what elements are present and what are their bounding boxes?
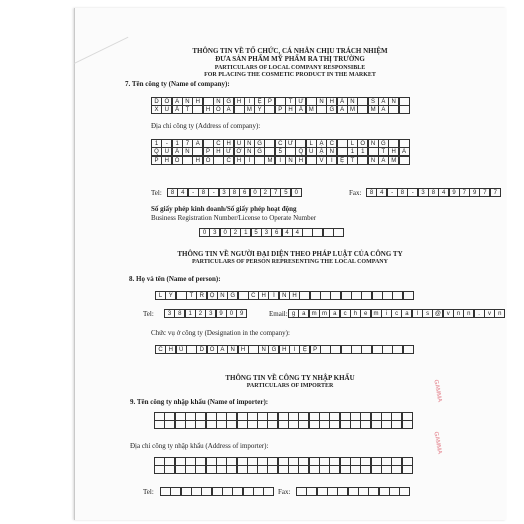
grid-cell: Â [172,147,183,156]
grid-cell: 8 [174,309,185,318]
grid-cell: C [275,139,286,148]
grid-cell: H [165,345,176,354]
grid-cell: V [316,156,327,165]
grid-cell: U [161,105,172,114]
grid-cell: O [161,97,172,106]
grid-row [164,309,247,317]
grid-cell: Ỹ [254,105,265,114]
grid-cell: 7 [479,188,490,197]
grid-cell: Ý [165,291,176,300]
grid-cell: @ [432,309,443,318]
grid-cell: 9 [469,188,480,197]
grid-cell: N [217,291,228,300]
grid-cell: Í [268,291,279,300]
grid-cell: Ờ [234,147,245,156]
grid-cell: 7 [490,188,501,197]
grid-cell: U [161,147,172,156]
grid-cell: A [337,105,348,114]
importer-fax-grid [296,487,409,495]
grid-cell: G [254,139,265,148]
grid-cell: 7 [182,139,193,148]
grid-cell: H [192,156,203,165]
grid-cell: N [388,97,399,106]
person-name-grid [155,291,413,299]
grid-cell: a [298,309,309,318]
grid-cell: R [196,291,207,300]
grid-row [151,156,409,164]
grid-cell: N [182,97,193,106]
grid-cell: P [203,147,214,156]
grid-cell: 9 [449,188,460,197]
grid-cell: A [217,345,228,354]
grid-cell: M [368,105,379,114]
grid-cell: 7 [270,188,281,197]
grid-cell: H [279,345,290,354]
person-tel-grid [164,309,247,317]
grid-cell: M [347,105,358,114]
grid-cell: 1 [172,139,183,148]
grid-cell: 9 [236,309,247,318]
importer-name-grid [154,412,412,429]
license-grid [199,228,343,236]
grid-row [154,457,412,465]
grid-cell: H [258,291,269,300]
grid-cell: M [388,156,399,165]
grid-cell: 3 [209,228,220,237]
grid-cell: c [340,309,351,318]
importer-fax-label: Fax: [278,488,291,496]
grid-cell: G [223,97,234,106]
grid-cell: C [223,156,234,165]
grid-cell: n [494,309,505,318]
grid-cell: - [407,188,418,197]
grid-cell: M [244,105,255,114]
company-tel-label: Tel: [151,189,162,197]
grid-row [154,420,412,428]
grid-cell: 4 [376,188,387,197]
grid-cell: Ủ [176,345,187,354]
grid-cell: 8 [229,188,240,197]
grid-cell: G [326,105,337,114]
person-email-label: Email: [269,310,288,318]
grid-cell: . [474,309,485,318]
grid-cell: A [172,97,183,106]
company-tel-grid [167,188,301,196]
importer-tel-label: Tel: [143,488,154,496]
header-title-vi-2: ĐƯA SẢN PHẨM MỸ PHẨM RA THỊ TRƯỜNG [215,55,365,63]
grid-cell: T [285,97,296,106]
grid-row [155,291,413,299]
grid-cell: s [422,309,433,318]
grid-row [154,412,412,420]
importer-tel-grid [160,487,273,495]
grid-cell: G [227,291,238,300]
grid-cell: U [234,139,245,148]
grid-cell: Ậ [316,147,327,156]
grid-cell: I [289,345,300,354]
grid-cell: U [306,147,317,156]
grid-cell: N [244,147,255,156]
company-address-label: Địa chỉ công ty (Address of company): [151,122,261,130]
grid-cell: Ư [223,147,234,156]
company-name-grid [151,97,409,114]
grid-cell: 3 [261,228,272,237]
grid-cell: Q [151,147,162,156]
grid-cell: c [391,309,402,318]
grid-cell [402,465,413,474]
grid-cell: 1 [347,147,358,156]
document-page [74,8,506,520]
grid-cell: 5 [251,228,262,237]
header-title-en-2: FOR PLACING THE COSMETIC PRODUCT IN THE MARKET [204,72,376,78]
grid-cell: H [326,97,337,106]
grid-cell [402,420,413,429]
grid-cell: 0 [220,228,231,237]
company-fax-grid [366,188,500,196]
grid-cell [399,487,410,496]
grid-cell: N [326,147,337,156]
representative-title-vi: THÔNG TIN VỀ NGƯỜI ĐẠI DIỆN THEO PHÁP LUẬT CỦA CÔNG TY [177,250,403,258]
person-tel-label: Tel: [143,310,154,318]
license-label-en: Business Registration Number/License to Operate Number [151,214,317,222]
grid-cell: 3 [205,309,216,318]
grid-cell: Ố [172,156,183,165]
grid-cell: P [275,105,286,114]
grid-cell: H [213,147,224,156]
grid-cell: L [155,291,166,300]
grid-cell: A [223,105,234,114]
representative-title-en: PARTICULARS OF PERSON REPRESENTING THE LOCAL COMPANY [192,259,388,265]
grid-cell: A [378,105,389,114]
grid-cell: Â [337,97,348,106]
grid-cell: O [207,345,218,354]
stamp-mark-2: GAMMA [432,431,443,455]
grid-cell: 7 [459,188,470,197]
grid-cell: I [275,156,286,165]
stamp-mark: GAMMA [432,379,443,403]
grid-row [366,188,500,196]
grid-cell: N [347,97,358,106]
grid-cell: l [412,309,423,318]
grid-cell: N [244,139,255,148]
grid-cell: 8 [167,188,178,197]
grid-cell: 3 [219,188,230,197]
grid-row [160,487,273,495]
grid-row [154,465,412,473]
grid-cell: 1 [357,147,368,156]
grid-cell: L [306,139,317,148]
grid-row [151,147,409,155]
grid-cell: P [310,345,321,354]
grid-cell: 5 [275,147,286,156]
grid-cell: 2 [260,188,271,197]
grid-cell: Ó [213,105,224,114]
grid-cell: 1 [185,309,196,318]
grid-cell: Ệ [337,156,348,165]
grid-cell: C [155,345,166,354]
grid-row [199,228,343,236]
importer-address-grid [154,457,412,474]
grid-cell: H [223,139,234,148]
grid-cell: N [227,345,238,354]
grid-cell: T [182,105,193,114]
grid-cell: C [248,291,259,300]
grid-cell: 6 [271,228,282,237]
grid-cell: T [378,147,389,156]
grid-cell: À [399,147,410,156]
grid-row [155,345,413,353]
company-address-grid [151,139,409,164]
grid-cell: 8 [198,188,209,197]
grid-cell: C [213,139,224,148]
grid-cell: - [387,188,398,197]
grid-cell: A [192,139,203,148]
grid-cell: X [151,105,162,114]
grid-cell [263,487,274,496]
grid-cell: 3 [164,309,175,318]
grid-cell: Q [295,147,306,156]
grid-cell: 2 [195,309,206,318]
grid-cell: 8 [366,188,377,197]
person-email-grid [288,309,505,317]
grid-cell: T [347,156,358,165]
grid-cell: N [182,147,193,156]
grid-cell: 8 [397,188,408,197]
grid-row [288,309,505,317]
designation-grid [155,345,413,353]
grid-cell: G [378,139,389,148]
grid-cell: Ư [285,139,296,148]
grid-cell: L [347,139,358,148]
grid-cell: Ẩ [295,105,306,114]
grid-row [151,105,409,113]
grid-cell: Ọ [207,291,218,300]
grid-cell: g [288,309,299,318]
grid-cell: i [381,309,392,318]
importer-title-en: PARTICULARS OF IMPORTER [246,383,334,389]
grid-cell: Ấ [172,105,183,114]
grid-cell: Ồ [203,156,214,165]
grid-cell [403,345,414,354]
importer-name-label: 9. Tên công ty nhập khẩu (Name of importer): [130,398,269,406]
grid-cell: G [268,345,279,354]
grid-cell: H [192,97,203,106]
grid-cell: O [357,139,368,148]
grid-cell: Í [244,156,255,165]
grid-cell: H [238,345,249,354]
grid-cell: - [161,139,172,148]
grid-cell: Ệ [299,345,310,354]
grid-row [151,97,409,105]
grid-cell: 1 [240,228,251,237]
grid-cell: H [295,156,306,165]
grid-cell: 8 [428,188,439,197]
grid-cell: v [484,309,495,318]
grid-cell: 6 [239,188,250,197]
grid-cell: N [285,156,296,165]
grid-cell: Ạ [316,139,327,148]
grid-cell: H [234,156,245,165]
grid-row [296,487,409,495]
grid-cell: I [244,97,255,106]
grid-cell: P [151,156,162,165]
grid-row [151,139,409,147]
company-name-label: 7. Tên công ty (Name of company): [125,80,230,88]
grid-cell: H [203,105,214,114]
grid-cell: a [401,309,412,318]
grid-cell: D [196,345,207,354]
grid-cell: 1 [151,139,162,148]
grid-cell: 4 [292,228,303,237]
grid-cell: M [306,105,317,114]
grid-cell: H [388,147,399,156]
grid-cell: N [316,97,327,106]
grid-cell: n [463,309,474,318]
grid-cell: N [368,139,379,148]
grid-cell [333,228,344,237]
grid-cell: - [188,188,199,197]
company-fax-label: Fax: [349,189,362,197]
grid-cell: H [161,156,172,165]
grid-cell: 4 [282,228,293,237]
grid-cell: 4 [177,188,188,197]
grid-cell: 4 [438,188,449,197]
grid-cell: 0 [250,188,261,197]
grid-cell: T [186,291,197,300]
grid-cell: M [264,156,275,165]
grid-cell: 0 [291,188,302,197]
grid-cell: Ệ [254,97,265,106]
grid-cell: N [279,291,290,300]
importer-title-vi: THÔNG TIN VỀ CÔNG TY NHẬP KHẨU [225,374,355,382]
grid-cell: 0 [226,309,237,318]
grid-cell [399,105,410,114]
grid-cell: A [378,156,389,165]
grid-cell: - [208,188,219,197]
grid-cell: N [258,345,269,354]
importer-address-label: Địa chỉ công ty nhập khẩu (Address of importer): [130,442,269,450]
grid-cell: 5 [280,188,291,197]
grid-cell: m [309,309,320,318]
grid-cell: C [326,139,337,148]
grid-cell: e [360,309,371,318]
grid-cell: H [289,291,300,300]
grid-cell: N [368,156,379,165]
grid-cell [403,291,414,300]
grid-cell: 3 [418,188,429,197]
grid-cell: G [254,147,265,156]
header-title-vi: THÔNG TIN VỀ TỔ CHỨC, CÁ NHÂN CHỊU TRÁCH NHIỆM [192,47,388,55]
grid-cell: 0 [199,228,210,237]
grid-cell: Ả [378,97,389,106]
license-label-vi: Số giấy phép kinh doanh/Số giấy phép hoạt động [151,205,297,213]
grid-cell: H [234,97,245,106]
grid-cell: m [371,309,382,318]
grid-cell: 2 [230,228,241,237]
grid-row [167,188,301,196]
grid-cell: D [151,97,162,106]
grid-cell: S [368,97,379,106]
header-title-en: PARTICULARS OF LOCAL COMPANY RESPONSIBLE [214,65,366,71]
grid-cell: h [350,309,361,318]
grid-cell: a [329,309,340,318]
grid-cell: P [264,97,275,106]
grid-cell: n [453,309,464,318]
designation-label: Chức vụ ở công ty (Designation in the company): [151,329,290,337]
grid-cell: v [443,309,454,318]
grid-cell [399,156,410,165]
grid-cell: Ư [295,97,306,106]
grid-cell: 9 [216,309,227,318]
grid-cell: N [213,97,224,106]
grid-cell: I [326,156,337,165]
person-name-label: 8. Họ và tên (Name of person): [129,275,221,283]
grid-cell: m [319,309,330,318]
grid-cell: H [285,105,296,114]
